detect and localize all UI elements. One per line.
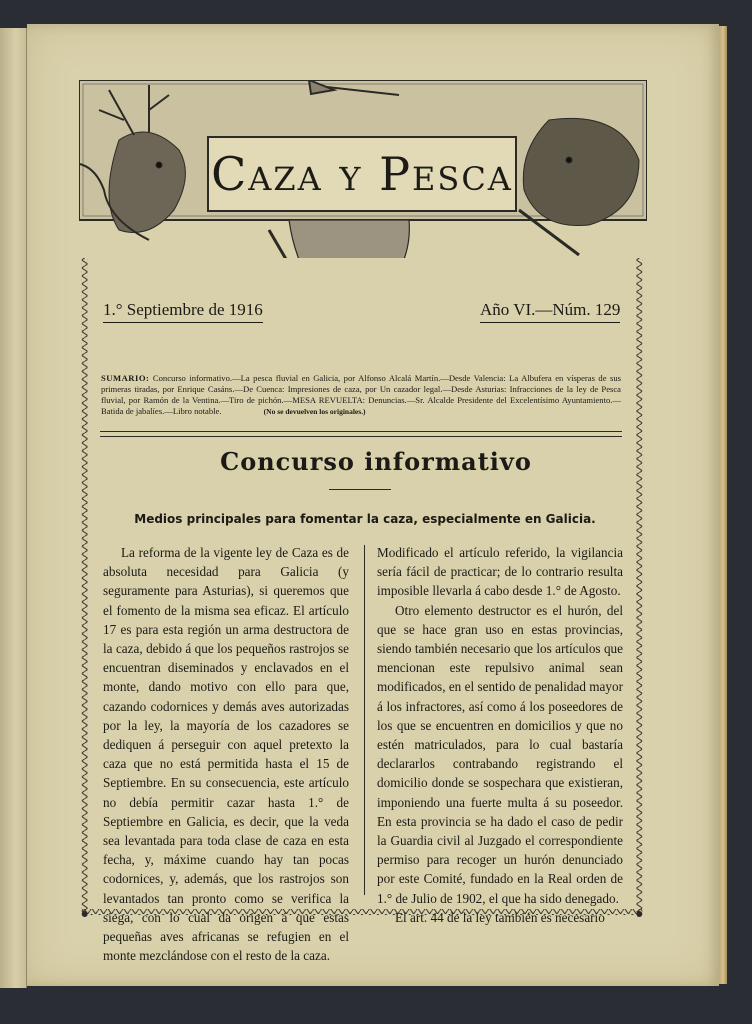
boar-head-icon: [519, 118, 639, 255]
paragraph: La reforma de la vigente ley de Caza es de absoluta necesidad para Galicia (y seguramente para Asturias), si queremos que el fomento de la misma sea eficaz. El artículo 17 es para esta región un arma destructora de la caza, debido á que los pequeños rastrojos se encuentran diseminados y enclavados en el monte, dando motivo con ello para que, cazando codornices y demás aves autorizadas por la ley, la mayoría de los cazadores se dediquen á perseguir con aquel pretexto la caza que no está permitida hasta el 15 de Septiembre. En su consecuencia, este artículo no debía permitir cazar hasta 1.° de Septiembre en Galicia, es decir, que la veda sea levantada para toda clase de caza en esta fecha, y, máxime cuando hay tan pocas codornices, y, además, que los rastrojos son levantados tan pronto como se verifica la siega, con lo cual da origen á que estas pequeñas aves africanas se refugien en el monte mezclándose con el resto de la caza.: [103, 545, 349, 964]
issue-date: 1.° Septiembre de 1916: [103, 300, 263, 323]
paragraph: Modificado el artículo referido, la vigilancia sería fácil de practicar; de lo contrario resulta imposible llevarla á cabo desde 1.° de Agosto.: [377, 545, 623, 599]
article-column-2: [377, 543, 623, 927]
article-column-1: [103, 543, 349, 965]
headline-rule: [329, 489, 391, 490]
article-subhead: Medios principales para fomentar la caza, especialmente en Galicia.: [134, 512, 596, 526]
article-headline: Concurso informativo: [220, 447, 532, 476]
paragraph: Otro elemento destructor es el hurón, del que se hace gran uso en estas provincias, siendo también necesario que los artículos que mencionan este repulsivo animal sean modificados, en el sentido de penalidad mayor á los infractores, así como á los poseedores de los que se encuentren en domicilios y que no estén matriculados, para lo cual bastaría declararlos contrabando registrando el domicilio donde se sospechara que existieran, imponiendo una fuerte multa á su poseedor. En esta provincia se ha dado el caso de pedir la Guardia civil al Juzgado el correspondiente permiso para recoger un hurón denunciado por este Comité, fundado en la Real orden de 1.° de Julio de 1902, el que ha sido denegado.: [377, 602, 623, 906]
facing-page-edge: [0, 28, 27, 988]
page-edge: [719, 26, 727, 984]
summary-text: Concurso informativo.—La pesca fluvial en Galicia, por Alfonso Alcalá Martín.—Desde Valencia: La Albufera en vísperas de sus primeras tiradas, por Enrique Casáns.—De Cuenca: Impresiones de caza, por Un cazador legal.—Desde Asturias: Infracciones de la ley de Pesca fluvial, por Ramón de la Ventina.—Tiro de pichón.—MESA REVUELTA: Denuncias.—Sr. Alcalde Presidente del Excelentísimo Ayuntamiento.—Batida de jabalíes.—Libro notable.: [101, 373, 621, 416]
paragraph: El art. 44 de la ley también es necesario: [395, 909, 605, 925]
section-divider: [100, 431, 622, 437]
issue-number: Año VI.—Núm. 129: [480, 300, 620, 323]
masthead-title: Caza y Pesca: [211, 147, 513, 201]
title-box: [207, 136, 517, 212]
summary-block: [101, 373, 621, 417]
column-divider: [364, 545, 365, 895]
game-bag-icon: [269, 220, 409, 258]
summary-note: (No se devuelven los originales.): [263, 407, 366, 416]
masthead-banner: [79, 80, 647, 258]
summary-label: SUMARIO:: [101, 373, 150, 383]
